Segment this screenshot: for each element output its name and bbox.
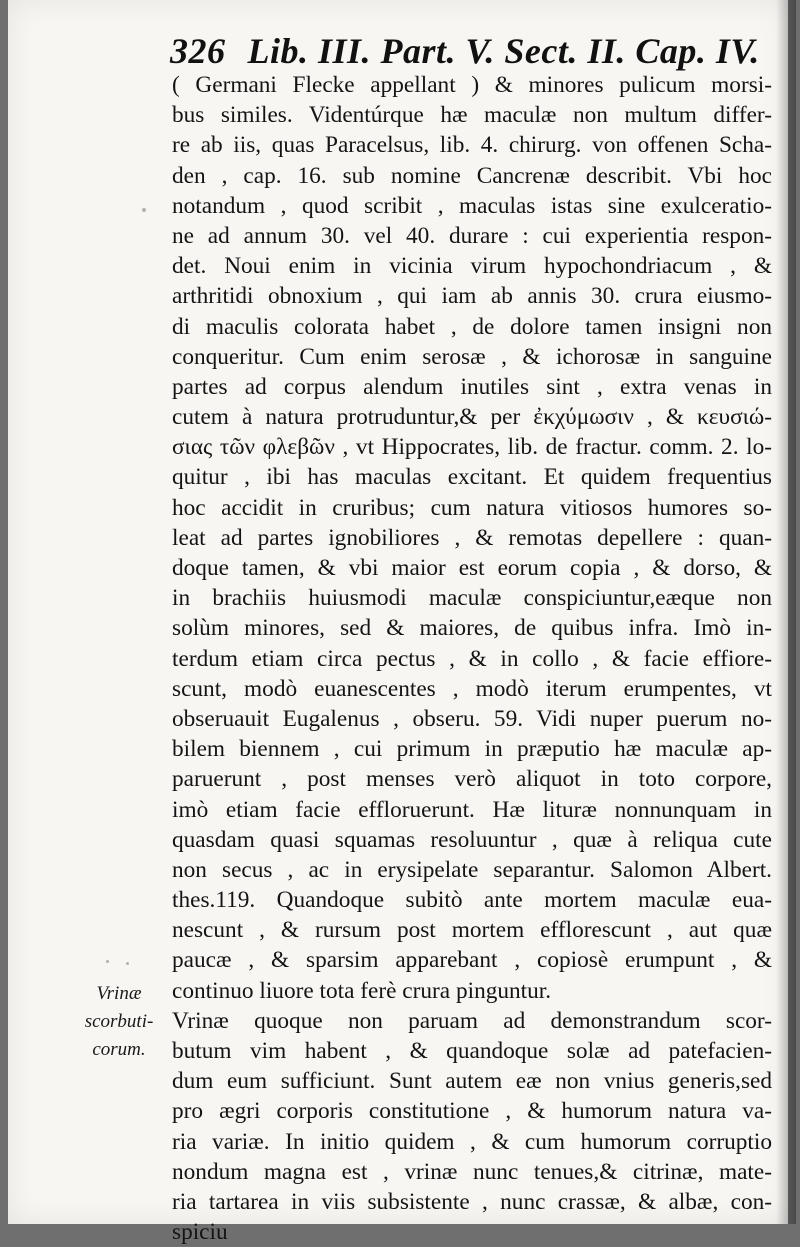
text-line: butum vim habent , & quandoque solæ ad patefacien- <box>172 1038 772 1064</box>
text-line: scunt, modò euanescentes , modò iterum erumpentes, vt <box>172 675 772 702</box>
text-line: leat ad partes ignobiliores , & remotas depellere : quan- <box>172 524 772 551</box>
text-line: in brachiis huiusmodi maculæ conspiciuntur,eæque non <box>172 585 772 612</box>
text-line: continuo liuore tota ferè crura pinguntur. <box>172 977 552 1004</box>
text-line: paucæ , & sparsim apparebant , copiosè erumpunt , & <box>172 947 772 974</box>
text-line: re ab iis, quas Paracelsus, lib. 4. chirurg. von offenen Scha- <box>172 132 772 159</box>
running-header <box>170 30 770 72</box>
text-line: paruerunt , post menses verò aliquot in toto corpore, <box>172 766 772 793</box>
text-line: quitur , ibi has maculas excitant. Et quidem frequentius <box>172 464 772 491</box>
text-line: thes.119. Quandoque subitò ante mortem maculæ eua- <box>172 887 772 914</box>
text-line: doque tamen, & vbi maior est eorum copia , & dorso, & <box>172 555 772 581</box>
text-line: σιας τῶν φλεβῶν , vt Hippocrates, lib. de fractur. comm. 2. lo- <box>172 434 772 461</box>
text-line: cutem à natura protruduntur,& per ἐκχύμωσιν , & κευσιώ- <box>172 404 772 431</box>
margin-note-line: corum. <box>92 1039 146 1060</box>
text-line: spiciu <box>172 1219 228 1246</box>
text-line: nescunt , & rursum post mortem efflorescunt , aut quæ <box>172 917 772 944</box>
margin-note <box>74 980 164 1064</box>
text-line: ne ad annum 30. vel 40. durare : cui experientia respon- <box>172 222 772 249</box>
text-line: hoc accidit in cruribus; cum natura vitiosos humores so- <box>172 494 772 521</box>
text-line: arthritidi obnoxium , qui iam ab annis 30. crura eiusmo- <box>172 283 772 310</box>
ink-speck <box>142 208 146 212</box>
text-line: di maculis colorata habet , de dolore tamen insigni non <box>172 313 772 340</box>
text-line: obseruauit Eugalenus , obseru. 59. Vidi nuper puerum no- <box>172 705 772 732</box>
text-line: partes ad corpus alendum inutiles sint , extra venas in <box>172 373 772 400</box>
text-line: pro ægri corporis constitutione , & humorum natura va- <box>172 1098 772 1125</box>
text-line: conqueritur. Cum enim serosæ , & ichorosæ in sanguine <box>172 343 772 370</box>
text-line: den , cap. 16. sub nomine Cancrenæ describit. Vbi hoc <box>172 162 772 189</box>
book-page <box>8 0 788 1246</box>
text-line: terdum etiam circa pectus , & in collo , & facie effiore- <box>172 645 772 672</box>
text-line: Vrinæ quoque non paruam ad demonstrandum scor- <box>172 1007 772 1034</box>
running-title: Lib. III. Part. V. Sect. II. Cap. IV. <box>247 31 760 71</box>
text-line: solùm minores, sed & maiores, de quibus infra. Imò in- <box>172 615 772 642</box>
text-line: bilem biennem , cui primum in præputio hæ maculæ ap- <box>172 736 772 763</box>
text-line: ria tartarea in viis subsistente , nunc crassæ, & albæ, con- <box>172 1188 772 1215</box>
text-line: ria variæ. In initio quidem , & cum humorum corruptio <box>172 1128 772 1155</box>
ink-speck <box>106 960 109 963</box>
page-number: 326 <box>170 31 226 71</box>
text-line: non secus , ac in erysipelate separantur. Salomon Albert. <box>172 856 772 883</box>
text-line: ( Germani Flecke appellant ) & minores pulicum morsi- <box>172 72 772 98</box>
text-line: notandum , quod scribit , maculas istas sine exulceratio- <box>172 192 772 219</box>
text-line: bus similes. Videntúrque hæ maculæ non multum differ- <box>172 102 772 129</box>
text-line: quasdam quasi squamas resoluuntur , quæ à reliqua cute <box>172 826 772 853</box>
text-line: det. Noui enim in vicinia virum hypochondriacum , & <box>172 253 772 280</box>
margin-note-line: Vrinæ <box>96 983 142 1004</box>
text-line: nondum magna est , vrinæ nunc tenues,& citrinæ, mate- <box>172 1158 772 1185</box>
text-line: dum eum sufficiunt. Sunt autem eæ non vnius generis,sed <box>172 1068 772 1095</box>
body-text <box>172 70 772 1247</box>
margin-note-line: scorbuti- <box>84 1011 154 1032</box>
ink-speck <box>126 962 129 965</box>
text-line: imò etiam facie effloruerunt. Hæ lituræ nonnunquam in <box>172 796 772 823</box>
